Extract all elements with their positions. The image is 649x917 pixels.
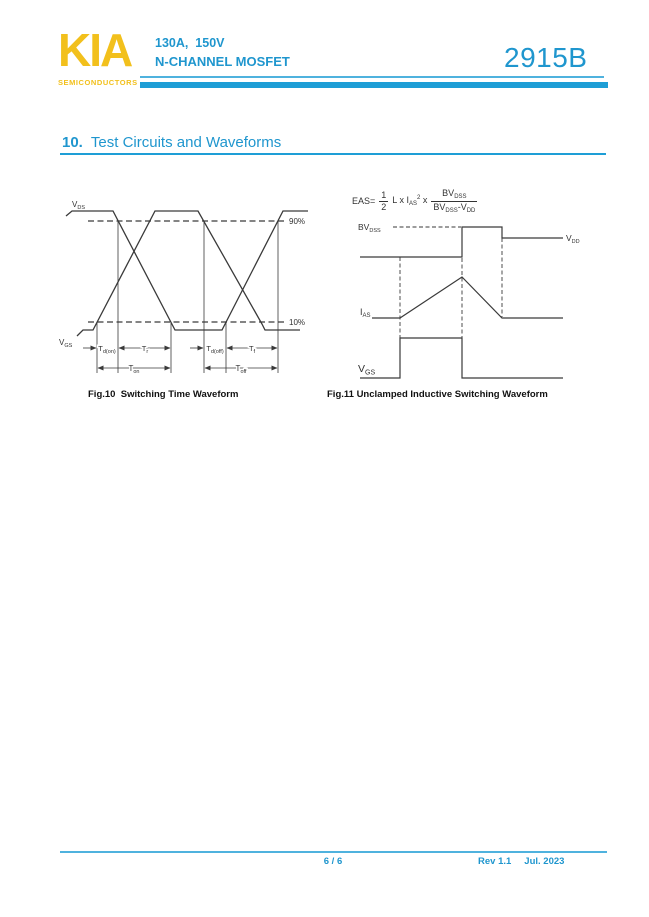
bvdss-label: $BV_{DSS}$ — [358, 222, 381, 234]
footer-page-number: 6 / 6 — [323, 856, 343, 867]
ton-label: $T_{on}$ — [128, 364, 140, 375]
section-number: 10. — [62, 134, 83, 151]
device-spec — [155, 36, 290, 69]
vgs-label: $V_{GS}$ — [59, 338, 73, 349]
tf-label: $T_f$ — [248, 344, 256, 355]
alignment-dashed-lines — [400, 238, 502, 338]
footer-rule — [60, 851, 607, 853]
fig11-unclamped-inductive-diagram — [345, 215, 580, 385]
vgs-waveform — [77, 211, 300, 336]
spec-type: N-CHANNEL MOSFET — [155, 54, 290, 69]
section-title-text: Test Circuits and Waveforms — [82, 134, 282, 151]
drain-voltage-trace — [360, 227, 563, 257]
level-10-label: 10% — [289, 318, 306, 327]
spec-rating: 130A, 150V — [155, 36, 225, 50]
td-off-label: $T_{d(off)}$ — [206, 344, 224, 355]
revision-text: Rev 1.1 — [478, 856, 512, 867]
vgs-pulse-label: $V_{GS}$ — [358, 363, 376, 377]
fig10-caption: Fig.10 Switching Time Waveform — [88, 389, 239, 400]
bvdss-fraction: $\frac{BV_{DSS}}{BV_{DSS}-V_{DD}}$ — [433, 187, 476, 214]
tr-label: $T_r$ — [141, 344, 149, 355]
eas-middle-term: L x $I_{AS}^2$ x — [392, 195, 428, 207]
revision-date: Jul. 2023 — [524, 856, 565, 867]
toff-label: $T_{off}$ — [235, 364, 247, 375]
fig10-switching-time-diagram — [55, 195, 310, 380]
level-90-label: 90% — [289, 217, 306, 226]
section-heading — [62, 134, 281, 151]
header-rule-thin — [140, 76, 604, 78]
logo-subtext: SEMICONDUCTORS — [58, 78, 138, 87]
vds-label: $V_{DS}$ — [72, 200, 85, 211]
vdd-label: $V_{DD}$ — [566, 233, 580, 245]
eas-equation — [352, 187, 477, 215]
td-on-label: $T_{d(on)}$ — [98, 344, 116, 355]
fig11-caption: Fig.11 Unclamped Inductive Switching Waveform — [327, 389, 548, 400]
ias-current-trace — [372, 277, 563, 318]
one-half-fraction: $\frac{1}{2}$ — [381, 190, 387, 212]
kia-logo: KIA — [58, 24, 132, 76]
footer-revision — [478, 856, 564, 867]
ias-label: $I_{AS}$ — [360, 307, 371, 319]
part-number: 2915B — [504, 42, 588, 73]
vgs-pulse-trace — [360, 338, 563, 378]
eas-lhs: EAS= — [352, 196, 376, 206]
section-underline — [60, 153, 606, 155]
header-rule-thick — [140, 82, 608, 88]
